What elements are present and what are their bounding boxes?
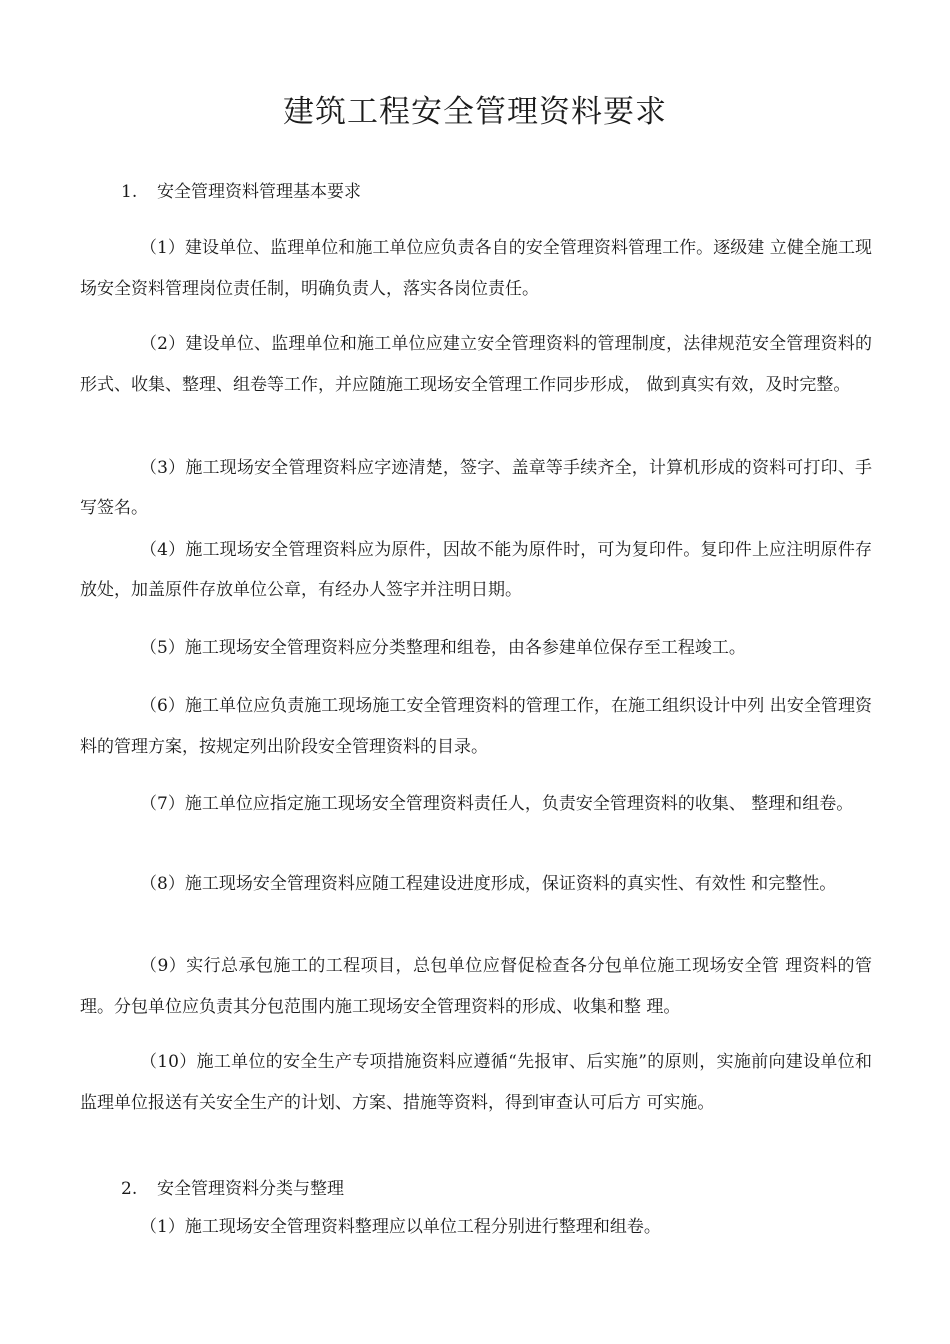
paragraph-8: （8）施工现场安全管理资料应随工程建设进度形成，保证资料的真实性、有效性 和完整性。 [140,874,837,894]
paragraph-2: （2）建设单位、监理单位和施工单位应建立安全管理资料的管理制度，法律规范安全管理资料的形式、收集、整理、组卷等工作，并应随施工现场安全管理工作同步形成， 做到真实有效，及时完整。 [80,334,872,395]
paragraph-7: （7）施工单位应指定施工现场安全管理资料责任人，负责安全管理资料的收集、 整理和组卷。 [140,794,854,814]
section-heading-1 [121,182,361,202]
paragraph-5: （5）施工现场安全管理资料应分类整理和组卷，由各参建单位保存至工程竣工。 [140,638,746,658]
section-number: 1. [121,182,138,202]
paragraph-10: （10）施工单位的安全生产专项措施资料应遵循“先报审、后实施”的原则，实施前向建设单位和监理单位报送有关安全生产的计划、方案、措施等资料，得到审查认可后方 可实施。 [80,1052,872,1113]
document-title: 建筑工程安全管理资料要求 [283,94,667,130]
paragraph-11: （1）施工现场安全管理资料整理应以单位工程分别进行整理和组卷。 [140,1217,661,1237]
section-heading-text: 安全管理资料分类与整理 [157,1179,344,1199]
section-number: 2. [121,1179,138,1199]
paragraph-1: （1）建设单位、监理单位和施工单位应负责各自的安全管理资料管理工作。逐级建 立健全施工现场安全资料管理岗位责任制，明确负责人，落实各岗位责任。 [80,238,872,299]
section-heading-2 [121,1179,344,1199]
paragraph-9: （9）实行总承包施工的工程项目，总包单位应督促检查各分包单位施工现场安全管 理资料的管理。分包单位应负责其分包范围内施工现场安全管理资料的形成、收集和整 理。 [80,956,872,1017]
paragraph-3: （3）施工现场安全管理资料应字迹清楚，签字、盖章等手续齐全，计算机形成的资料可打印、手写签名。 [80,458,872,518]
paragraph-4: （4）施工现场安全管理资料应为原件，因故不能为原件时，可为复印件。复印件上应注明原件存放处，加盖原件存放单位公章，有经办人签字并注明日期。 [80,540,872,600]
section-heading-text: 安全管理资料管理基本要求 [157,182,361,202]
paragraph-6: （6）施工单位应负责施工现场施工安全管理资料的管理工作，在施工组织设计中列 出安全管理资料的管理方案，按规定列出阶段安全管理资料的目录。 [80,696,872,757]
